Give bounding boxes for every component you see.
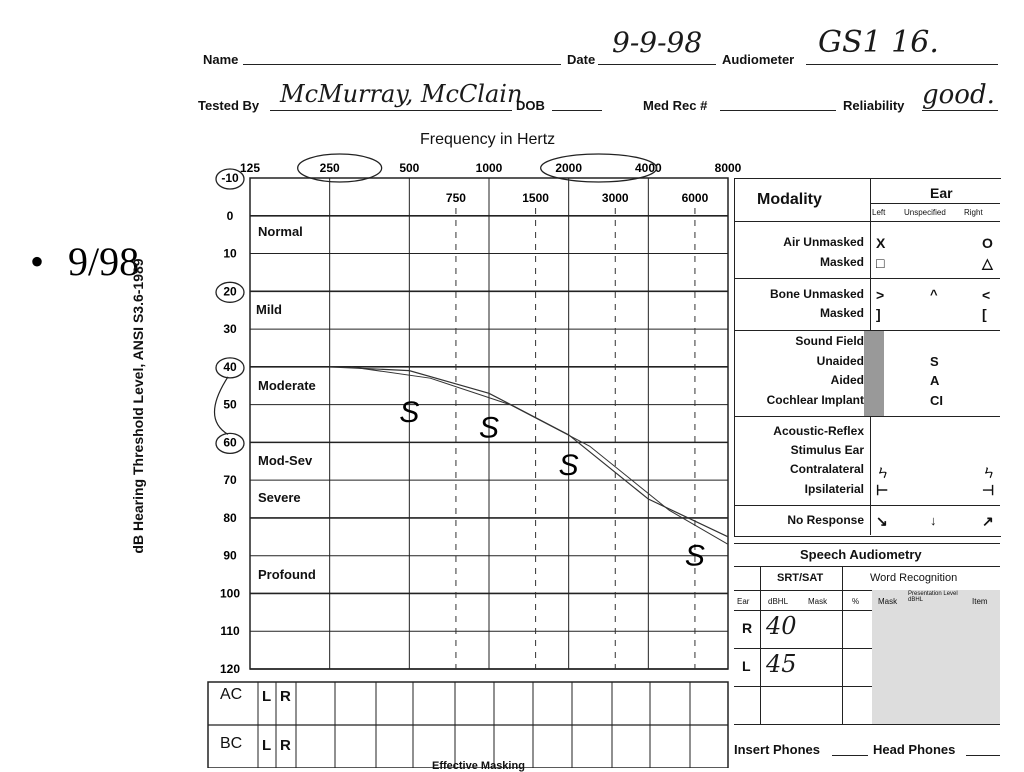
speech-col-dbhl: dBHL [768,597,789,606]
legend-row-name: Air Unmasked [783,235,864,249]
db-tick-label: 50 [223,397,237,412]
legend-row-mid-symbol: ↓ [930,513,937,528]
reliability-value: good. [922,80,995,110]
category-severe: Severe [258,490,301,505]
sound-field-mark: S [558,449,579,483]
freq-tick-label: 4000 [634,161,662,175]
dob-label: DOB [516,98,545,113]
legend-row-name: Masked [819,306,864,320]
freq-mid-tick-label: 3000 [601,191,629,205]
speech-row-r-ear: R [742,620,753,636]
freq-tick-label: 2000 [555,161,583,175]
sound-field-mark: S [684,539,705,573]
legend-row-mid-symbol: S [930,354,939,369]
legend-row-name: Sound Field [795,334,864,348]
db-tick-label: 80 [223,510,237,525]
legend-row-name: Stimulus Ear [790,443,864,457]
head-phones-label: Head Phones [873,742,956,757]
speech-row-r-srt: 40 [766,612,797,640]
legend-row-right-symbol: ↗ [982,513,994,529]
effective-masking-label: Effective Masking [432,760,525,772]
legend-row-left-symbol: ] [876,306,881,322]
tested-by-label: Tested By [198,98,260,113]
legend-row-mid-symbol: ^ [930,287,938,302]
legend-row-name: Bone Unmasked [769,287,864,301]
srt-header: SRT/SAT [777,572,824,584]
legend-row-left-symbol: ↘ [876,513,888,529]
legend-row-mid-symbol: A [930,373,940,388]
ac-label: AC [220,686,243,703]
legend-row-name: Acoustic-Reflex [773,424,864,438]
db-tick-label: -10 [221,171,239,185]
reliability-label: Reliability [843,98,905,113]
ear-col-right: Right [964,208,983,217]
bullet-text: 9/98 [68,239,140,284]
bullet-marker: • [30,239,45,284]
speech-col-mask: Mask [808,597,828,606]
legend-row-right-symbol: [ [982,306,987,322]
legend-row-name: Contralateral [789,462,864,476]
hand-curve [330,367,728,537]
audiometer-value: GS1 16. [818,25,939,60]
freq-mid-tick-label: 750 [445,191,466,205]
bc-label: BC [220,735,243,752]
modality-header: Modality [757,191,822,208]
legend-row-left-symbol: ⊢ [876,482,889,498]
ac-r-label: R [280,688,291,705]
speech-col-pct: % [852,597,860,606]
frequency-title: Frequency in Hertz [420,131,556,148]
speech-col-item: Item [972,597,988,606]
category-mod-sev: Mod-Sev [258,453,313,468]
freq-mid-tick-label: 6000 [681,191,709,205]
bc-r-label: R [280,737,291,754]
audiometer-label: Audiometer [722,52,795,67]
freq-mid-tick-label: 1500 [522,191,549,205]
sound-field-mark: S [399,396,420,430]
legend-row-left-symbol: > [876,287,885,303]
freq-tick-label: 500 [399,161,420,175]
legend-row-name: Ipsilaterial [804,482,864,496]
legend-row-right-symbol: O [982,235,993,251]
ac-l-label: L [262,688,272,705]
legend-row-left-symbol: ㄣ [876,464,890,480]
db-tick-label: 10 [223,246,237,261]
db-tick-label: 70 [223,473,237,488]
legend-row-mid-symbol: CI [930,393,943,408]
category-mild: Mild [256,302,282,317]
bc-l-label: L [262,737,272,754]
legend-row-right-symbol: ㄣ [982,464,996,480]
db-tick-label: 90 [223,548,237,563]
freq-tick-label: 125 [239,161,261,175]
speech-col-presentation: Presentation Level dBHL [908,591,958,603]
db-tick-label: 40 [223,359,237,374]
date-label: Date [567,52,596,67]
y-axis-label: dB Hearing Threshold Level, ANSI S3.6-1989 [130,258,146,554]
medrec-label: Med Rec # [643,98,708,113]
db-tick-label: 60 [223,435,237,450]
speech-col-mask2: Mask [878,597,898,606]
legend-row-left-symbol: □ [876,255,885,271]
date-value: 9-9-98 [612,26,703,59]
speech-row-l-ear: L [742,658,751,674]
speech-row-l-srt: 45 [766,650,797,678]
ear-col-unspecified: Unspecified [904,208,946,217]
name-label: Name [203,52,239,67]
legend-row-left-symbol: X [876,235,886,251]
category-profound: Profound [258,567,316,582]
ear-header: Ear [930,185,953,201]
insert-phones-label: Insert Phones [734,742,820,757]
db-tick-label: 20 [223,284,237,299]
legend-row-name: Masked [819,255,864,269]
category-normal: Normal [258,224,303,239]
legend-row-name: No Response [787,513,864,527]
legend-row-name: Aided [830,373,864,387]
legend-row-name: Unaided [816,354,864,368]
freq-tick-label: 1000 [475,161,503,175]
speech-ear-label: Ear [737,597,750,606]
legend-row-right-symbol: △ [982,255,993,271]
db-tick-label: 110 [220,624,240,639]
db-tick-label: 100 [219,586,241,601]
speech-title: Speech Audiometry [800,547,922,562]
wr-header: Word Recognition [870,572,958,584]
sound-field-mark: S [478,411,500,445]
db-tick-label: 30 [223,322,237,337]
legend-row-right-symbol: ⊣ [982,482,995,498]
category-moderate: Moderate [258,378,316,393]
freq-tick-label: 250 [319,161,340,175]
ear-col-left: Left [872,208,886,217]
freq-tick-label: 8000 [714,161,742,175]
db-tick-label: 120 [219,662,241,676]
legend-row-name: Cochlear Implant [766,393,864,407]
legend-row-right-symbol: < [982,287,991,303]
tested-by-value: McMurray, McClain [280,80,523,108]
db-tick-label: 0 [226,208,234,223]
